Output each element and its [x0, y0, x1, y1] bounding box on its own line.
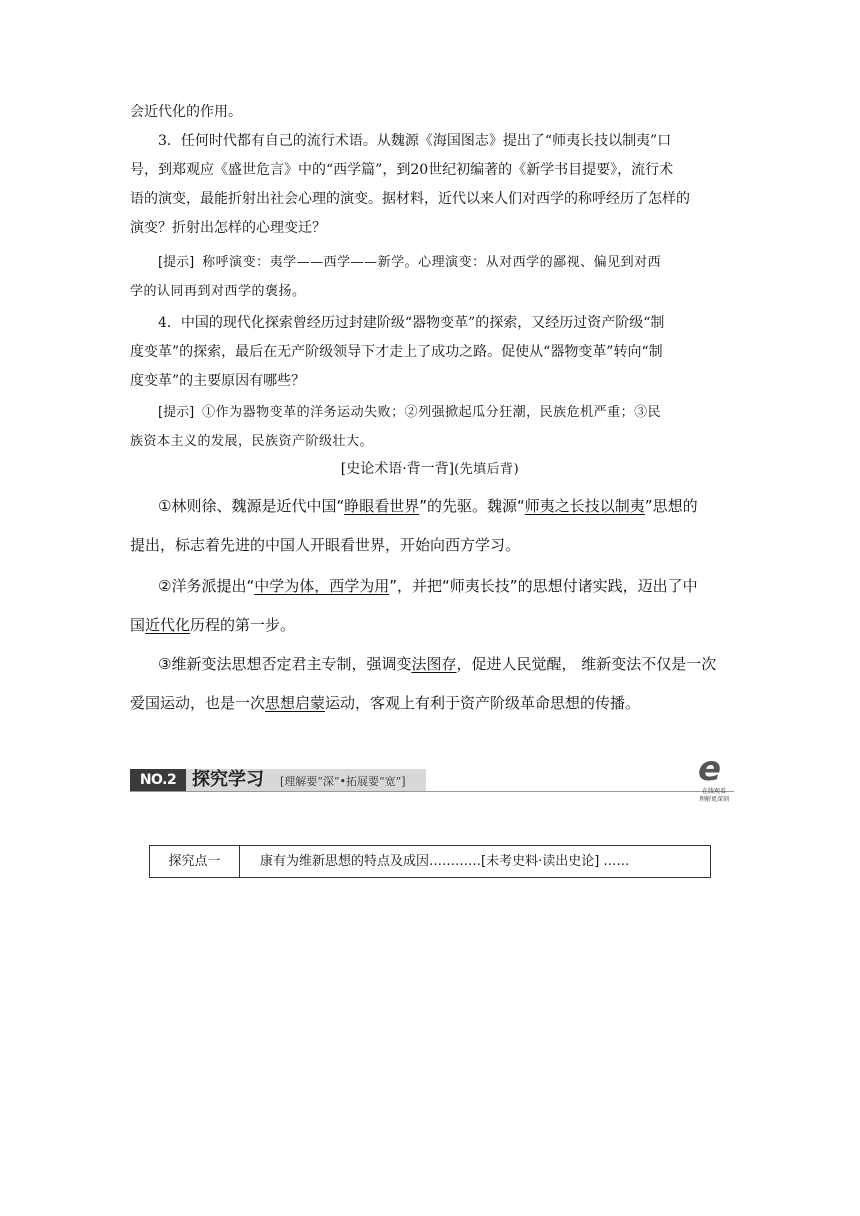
hint-line: 族资本主义的发展，民族资产阶级壮大。 [130, 434, 374, 449]
blank-answer: 师夷之长技以制夷 [524, 497, 645, 515]
question-3-hint [130, 248, 730, 306]
text-line: 度变革”的探索，最后在无产阶级领导下才走上了成功之路。促使从“器物变革”转向“制 [130, 344, 663, 360]
e-logo-icon: e [698, 749, 722, 789]
logo-caption: 理解更深刻 [698, 796, 729, 803]
hint-line: 学的认同再到对西学的褒扬。 [130, 284, 306, 299]
text-line: 4．中国的现代化探索曾经历过封建阶级“器物变革”的探索，又经历过资产阶级“制 [158, 315, 665, 331]
recite-item-2 [130, 567, 730, 645]
section-number: NO.2 [130, 769, 186, 791]
hint-line [130, 248, 730, 277]
section-title: 探究学习 [192, 769, 264, 790]
recite-title-note: (先填后背) [454, 462, 520, 477]
text-line: 会近代化的作用。 [130, 104, 242, 120]
section-subtitle: [理解要“深”•拓展要“宽”] [280, 775, 406, 788]
recite-line: 爱国运动，也是一次思想启蒙运动，客观上有利于资产阶级革命思想的传播。 [130, 694, 641, 712]
recite-item-1 [130, 487, 730, 565]
blank-answer: 睁眼看世界 [344, 497, 420, 515]
question-4-hint [130, 398, 730, 456]
section-banner [130, 749, 734, 803]
intro-tail [130, 98, 730, 127]
hint-text: 称呼演变：夷学——西学——新学。心理演变：从对西学的鄙视、偏见到对西 [202, 255, 662, 270]
topic-label: 探究点一 [150, 846, 240, 877]
recite-item-3 [130, 645, 730, 723]
recite-section-title [130, 458, 730, 478]
recite-line: ②洋务派提出“中学为体，西学为用”，并把“师夷长技”的思想付诸实践，迈出了中 [158, 577, 698, 595]
question-4 [130, 309, 730, 396]
blank-answer: 思想启蒙 [265, 694, 326, 712]
text-line: 度变革”的主要原因有哪些？ [130, 373, 306, 389]
question-3 [130, 127, 730, 243]
text-line: 演变？折射出怎样的心理变迁？ [130, 220, 326, 236]
recite-line: 提出，标志着先进的中国人开眼看世界，开始向西方学习。 [130, 536, 521, 554]
blank-answer: 近代化 [145, 616, 191, 634]
recite-line: 国近代化历程的第一步。 [130, 616, 296, 634]
hint-label: [提示] [158, 405, 195, 420]
text-line: 号，到郑观应《盛世危言》中的“西学篇”，到20世纪初编著的《新学书目提要》，流行术 [130, 162, 674, 178]
recite-line: ③维新变法思想否定君主专制，强调变法图存，促进人民觉醒， 维新变法不仅是一次 [158, 655, 717, 673]
blank-answer: 法图存 [411, 655, 457, 673]
topic-text: 康有为维新思想的特点及成因…………[未考史料·读出史论] …… [260, 854, 630, 869]
hint-line [130, 398, 730, 427]
recite-title: [史论术语·背一背] [340, 461, 455, 477]
logo-caption: 在线观看 [701, 788, 726, 795]
text-line: 3．任何时代都有自己的流行术语。从魏源《海国图志》提出了“师夷长技以制夷”口 [158, 133, 672, 149]
hint-label: [提示] [158, 255, 195, 270]
topic-box [149, 845, 711, 878]
recite-line: ①林则徐、魏源是近代中国“睁眼看世界”的先驱。魏源“师夷之长技以制夷”思想的 [158, 497, 698, 515]
online-video-logo[interactable] [690, 749, 734, 803]
text-line: 语的演变，最能折射出社会心理的演变。据材料，近代以来人们对西学的称呼经历了怎样的 [130, 191, 690, 207]
blank-answer: 中学为体，西学为用 [254, 577, 390, 595]
hint-text: ①作为器物变革的洋务运动失败；②列强掀起瓜分狂潮，民族危机严重；③民 [202, 405, 662, 420]
banner-rule [130, 791, 734, 792]
